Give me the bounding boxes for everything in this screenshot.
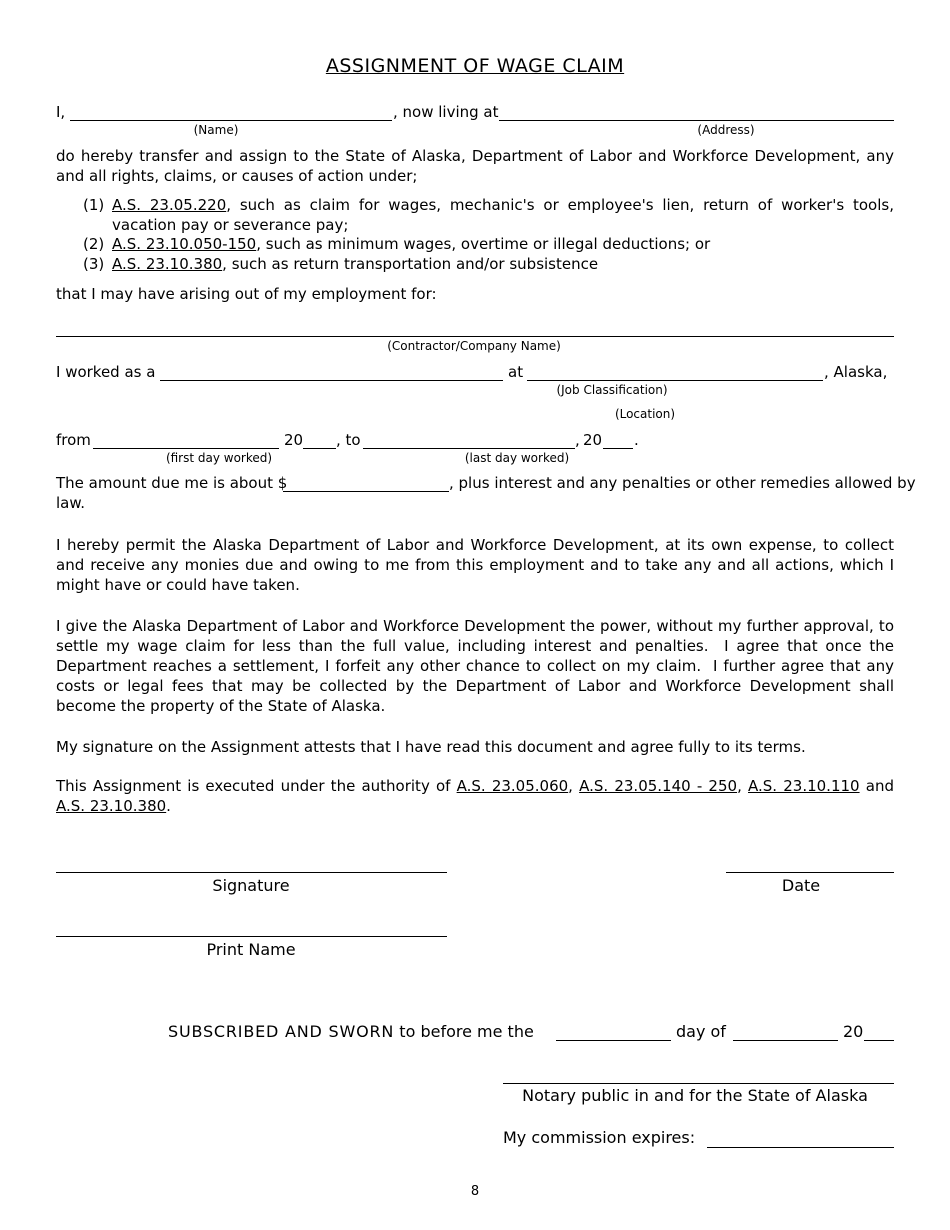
company-caption: (Contractor/Company Name) <box>387 339 561 353</box>
sworn-year-field[interactable] <box>864 1040 894 1041</box>
alaska-text: , Alaska, <box>824 363 888 381</box>
transfer-paragraph: do hereby transfer and assign to the State of Alaska, Department of Labor and Workforce Development, any and all rights, claims, or causes of action under; <box>56 147 894 185</box>
statute-ref: A.S. 23.05.060 <box>456 777 569 795</box>
commission-label: My commission expires: <box>503 1128 696 1147</box>
living-at-text: , now living at <box>393 103 499 121</box>
print-name-label: Print Name <box>206 940 296 959</box>
notary-label: Notary public in and for the State of Alaska <box>522 1086 868 1105</box>
commission-expires-field[interactable] <box>707 1147 894 1148</box>
last-day-caption: (last day worked) <box>464 451 570 465</box>
from-text: from <box>56 431 91 449</box>
job-classification-caption: (Job Classification) <box>556 383 668 397</box>
signature-field[interactable] <box>56 872 447 873</box>
address-field[interactable] <box>499 120 894 121</box>
company-name-field[interactable] <box>56 336 894 337</box>
amount-field[interactable] <box>283 491 449 492</box>
list-item-number: (3) <box>83 255 105 273</box>
list-item-number: (2) <box>83 235 105 253</box>
statute-ref: A.S. 23.10.050-150 <box>112 235 257 253</box>
sworn-day-field[interactable] <box>556 1040 671 1041</box>
list-item-text: , such as minimum wages, overtime or illegal deductions; or <box>256 235 711 253</box>
statute-ref: A.S. 23.10.110 <box>748 777 860 795</box>
job-classification-field[interactable] <box>160 380 503 381</box>
amount-text: The amount due me is about $ <box>56 474 288 492</box>
address-caption: (Address) <box>697 123 755 137</box>
location-field[interactable] <box>527 380 823 381</box>
worked-as-text: I worked as a <box>56 363 156 381</box>
list-item-number: (1) <box>83 196 105 214</box>
list-item-text: , such as claim for wages, mechanic's or employee's lien, return of worker's tools, vacation pay or severance pay; <box>112 196 894 234</box>
signature-label: Signature <box>212 876 290 895</box>
first-year-field[interactable] <box>303 448 336 449</box>
list-item <box>112 254 894 274</box>
statute-ref: A.S. 23.05.220 <box>112 196 227 214</box>
statute-ref: A.S. 23.10.380 <box>56 797 167 815</box>
date-field[interactable] <box>726 872 894 873</box>
to-text: , to <box>336 431 361 449</box>
date-label: Date <box>781 876 821 895</box>
list-item <box>112 234 894 254</box>
arising-text: that I may have arising out of my employment for: <box>56 285 437 303</box>
location-caption: (Location) <box>614 407 676 421</box>
period-text: . <box>634 431 639 449</box>
print-name-field[interactable] <box>56 936 447 937</box>
amount-suffix: , plus interest and any penalties or other remedies allowed by <box>449 474 916 492</box>
signature-attest-paragraph: My signature on the Assignment attests that I have read this document and agree fully to its terms. <box>56 738 806 756</box>
amount-suffix-cont: law. <box>56 494 86 512</box>
period: . <box>166 797 171 815</box>
notary-signature-field[interactable] <box>503 1083 894 1084</box>
year-prefix-2: 20 <box>583 431 603 449</box>
power-paragraph: I give the Alaska Department of Labor and Workforce Development the power, without my further approval, to settle my wage claim for less than the full value, including interest and penalties. I agree that once the Department reaches a settlement, I forfeit any other chance to collect on my claim. I further agree that any costs or legal fees that may be collected by the Department of Labor and Workforce Development shall become the property of the State of Alaska. <box>56 617 894 715</box>
sworn-year-prefix: 20 <box>843 1022 864 1041</box>
document-title: ASSIGNMENT OF WAGE CLAIM <box>325 55 625 77</box>
comma-text: , <box>575 431 580 449</box>
separator: , <box>737 777 742 795</box>
first-day-caption: (first day worked) <box>165 451 273 465</box>
list-item-text: , such as return transportation and/or subsistence <box>222 255 599 273</box>
list-item <box>112 195 894 235</box>
authority-prefix: This Assignment is executed under the authority of <box>56 777 451 795</box>
name-prefix: I, <box>56 103 66 121</box>
permit-paragraph: I hereby permit the Alaska Department of Labor and Workforce Development, at its own expense, to collect and receive any monies due and owing to me from this employment and to take any and all actions, which I might have or could have taken. <box>56 536 894 594</box>
first-day-field[interactable] <box>93 448 279 449</box>
day-of-text: day of <box>676 1022 726 1041</box>
last-day-field[interactable] <box>363 448 575 449</box>
last-year-field[interactable] <box>603 448 633 449</box>
statute-ref: A.S. 23.10.380 <box>112 255 223 273</box>
sworn-text <box>168 1023 534 1041</box>
authority-paragraph <box>56 776 894 816</box>
separator: , <box>568 777 573 795</box>
at-text: at <box>508 363 524 381</box>
page-number: 8 <box>470 1184 480 1199</box>
year-prefix-1: 20 <box>284 431 304 449</box>
sworn-before: to before me the <box>399 1022 534 1041</box>
name-caption: (Name) <box>193 123 239 137</box>
sworn-month-field[interactable] <box>733 1040 838 1041</box>
and-text: and <box>865 777 894 795</box>
sworn-lead: SUBSCRIBED AND SWORN <box>168 1022 395 1041</box>
name-field[interactable] <box>70 120 392 121</box>
statute-ref: A.S. 23.05.140 - 250 <box>579 777 738 795</box>
